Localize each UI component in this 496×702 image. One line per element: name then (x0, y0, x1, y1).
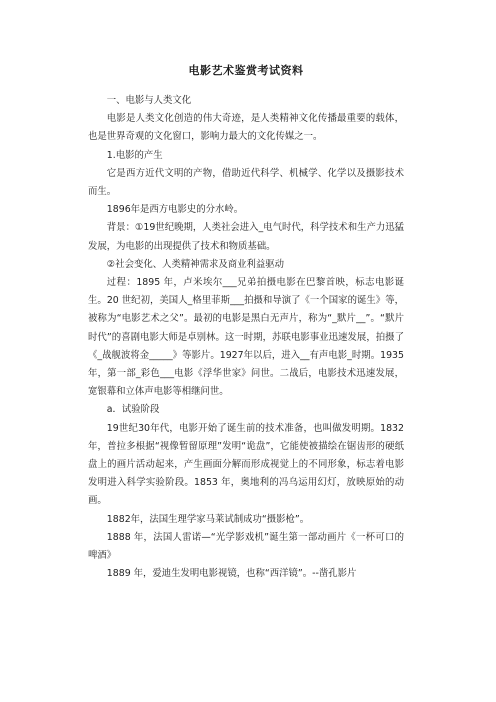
paragraph: 1888 年，法国人雷诺—“光学影戏机”诞生第一部动画片《一杯可口的啤酒》 (88, 531, 404, 562)
paragraph: 1896年是西方电影史的分水岭。 (106, 204, 244, 216)
paragraph: 电影是人类文化创造的伟大奇迹，是人类精神文化传播最重要的载体，也是世界奇观的文化窗口，影响力最大的文化传媒之一。 (88, 113, 404, 143)
document-title: 电影艺术鉴赏考试资料 (188, 64, 304, 77)
paragraph: 1882年，法国生理学家马莱试制成功“摄影枪”。 (106, 513, 310, 525)
paragraph: 背景：①19世纪晚期，人类社会进入_电气时代，科学技术和生产力迅猛发展，为电影的出现提供了技术和物质基础。 (88, 222, 404, 252)
paragraph: 19世纪30年代，电影开始了诞生前的技术准备，也叫做发明期。1832 年，普拉多根据“视像暂留原理”发明“诡盘”，它能使被描绘在锯齿形的硬纸盘上的画片活动起来，产生画面分解而形成视觉上的不同形象，标志着电影发明进入科学实验阶段。1853 年，奥地利的冯乌运用幻灯，放映原始的动画。 (88, 422, 404, 507)
paragraph: 它是西方近代文明的产物，借助近代科学、机械学、化学以及摄影技术而生。 (88, 167, 404, 198)
paragraph: 1889 年，爱迪生发明电影视镜，也称“西洋镜”。--凿孔影片 (106, 568, 357, 580)
section-heading: 一、电影与人类文化 (106, 95, 192, 106)
paragraph: 过程：1895 年，卢米埃尔___兄弟拍摄电影在巴黎首映，标志电影诞生。20 世纪初，美国人_格里菲斯___拍摄和导演了《一个国家的诞生》等，被称为“电影艺术之父”。最初的电影是黑白无声片，称为“_默片__”。“默片时代”的喜剧电影大师是卓别林。这一时期，苏联电影事业迅速发展，拍摄了《_战舰波将金_____》等影片。1927年以后，进入__有声电影_时期。1935 年，第一部_彩色___电影《浮华世家》问世。二战后，电影技术迅速发展，宽银幕和立体声电影等相继问世。 (88, 277, 404, 398)
paragraph: ②社会变化、人类精神需求及商业利益驱动 (106, 258, 284, 270)
subsection-heading: a．试验阶段 (106, 404, 160, 416)
subsection-heading: 1.电影的产生 (106, 149, 163, 161)
